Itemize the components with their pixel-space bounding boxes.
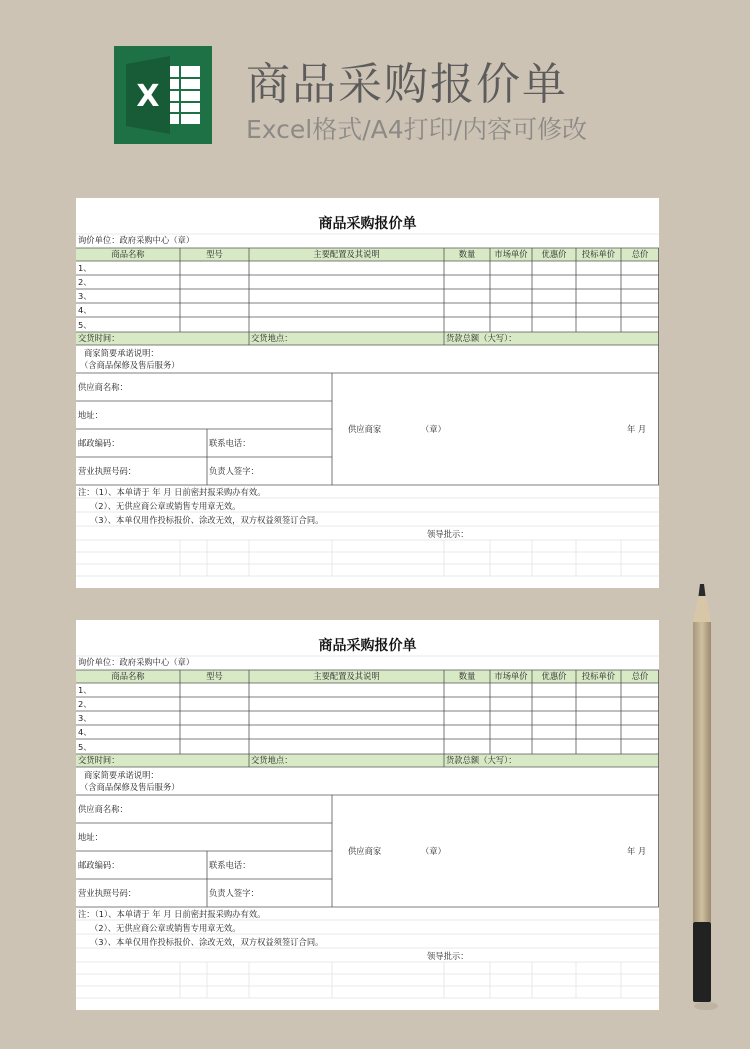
row-number: 5、 (78, 320, 92, 330)
col-header: 总价 (631, 671, 649, 681)
delivery-time: 交货时间： (78, 755, 120, 765)
address: 地址： (78, 410, 103, 420)
business-license: 营业执照号码： (78, 466, 137, 476)
total-amount: 货款总额（大写）： (446, 755, 517, 765)
col-header: 型号 (206, 249, 223, 259)
inquiry-unit: 询价单位：政府采购中心（章） (78, 235, 195, 245)
form-sheet-1 (76, 198, 659, 588)
col-header: 商品名称 (111, 671, 145, 681)
col-header: 型号 (206, 671, 223, 681)
row-number: 1、 (78, 685, 92, 695)
col-header: 优惠价 (541, 671, 567, 681)
commitment-label: 商家简要承诺说明： (84, 348, 159, 358)
pencil-icon (690, 582, 720, 1012)
row-number: 3、 (78, 713, 92, 723)
date-label: 年 月 (627, 846, 647, 856)
note-line-3: （3）、本单仅用作投标报价、涂改无效，双方权益须签订合同。 (90, 937, 324, 947)
note-line-3: （3）、本单仅用作投标报价、涂改无效，双方权益须签订合同。 (90, 515, 324, 525)
form-title: 商品采购报价单 (318, 216, 417, 232)
note-line-1: 注：（1）、本单请于 年 月 日前密封报采购办有效。 (78, 909, 266, 919)
signature: 负责人签字： (209, 466, 259, 476)
page-title: 商品采购报价单 (246, 59, 568, 110)
phone: 联系电话： (209, 438, 251, 448)
commitment-note: （含商品保修及售后服务） (80, 782, 180, 792)
note-line-2: （2）、无供应商公章或销售专用章无效。 (90, 501, 241, 511)
excel-logo-icon (114, 46, 212, 144)
business-license: 营业执照号码： (78, 888, 137, 898)
col-header: 市场单价 (494, 671, 528, 681)
row-number: 4、 (78, 727, 92, 737)
logo-letter: X (136, 79, 160, 114)
col-header: 优惠价 (541, 249, 567, 259)
phone: 联系电话： (209, 860, 251, 870)
row-number: 3、 (78, 291, 92, 301)
note-line-1: 注：（1）、本单请于 年 月 日前密封报采购办有效。 (78, 487, 266, 497)
delivery-place: 交货地点： (251, 755, 293, 765)
supplier-name: 供应商名称： (78, 382, 128, 392)
signature: 负责人签字： (209, 888, 259, 898)
postcode: 邮政编码： (78, 438, 120, 448)
col-header: 主要配置及其说明 (313, 671, 380, 681)
col-header: 商品名称 (111, 249, 145, 259)
date-label: 年 月 (627, 424, 647, 434)
page-subtitle: Excel格式/A4打印/内容可修改 (246, 115, 588, 144)
seal-label: （章） (421, 846, 446, 856)
supplier-seal: 供应商家 (348, 846, 382, 856)
leader-approval: 领导批示： (427, 951, 469, 961)
col-header: 投标单价 (581, 671, 616, 681)
inquiry-unit: 询价单位：政府采购中心（章） (78, 657, 195, 667)
leader-approval: 领导批示： (427, 529, 469, 539)
row-number: 4、 (78, 305, 92, 315)
col-header: 主要配置及其说明 (313, 249, 380, 259)
delivery-time: 交货时间： (78, 333, 120, 343)
supplier-seal: 供应商家 (348, 424, 382, 434)
col-header: 数量 (458, 249, 476, 259)
total-amount: 货款总额（大写）： (446, 333, 517, 343)
col-header: 总价 (631, 249, 649, 259)
row-number: 5、 (78, 742, 92, 752)
delivery-place: 交货地点： (251, 333, 293, 343)
form-title: 商品采购报价单 (318, 638, 417, 654)
note-line-2: （2）、无供应商公章或销售专用章无效。 (90, 923, 241, 933)
form-sheet-2 (76, 620, 659, 1010)
col-header: 市场单价 (494, 249, 528, 259)
commitment-label: 商家简要承诺说明： (84, 770, 159, 780)
row-number: 2、 (78, 699, 92, 709)
postcode: 邮政编码： (78, 860, 120, 870)
col-header: 数量 (458, 671, 476, 681)
col-header: 投标单价 (581, 249, 616, 259)
row-number: 2、 (78, 277, 92, 287)
address: 地址： (78, 832, 103, 842)
supplier-name: 供应商名称： (78, 804, 128, 814)
row-number: 1、 (78, 263, 92, 273)
seal-label: （章） (421, 424, 446, 434)
commitment-note: （含商品保修及售后服务） (80, 360, 180, 370)
